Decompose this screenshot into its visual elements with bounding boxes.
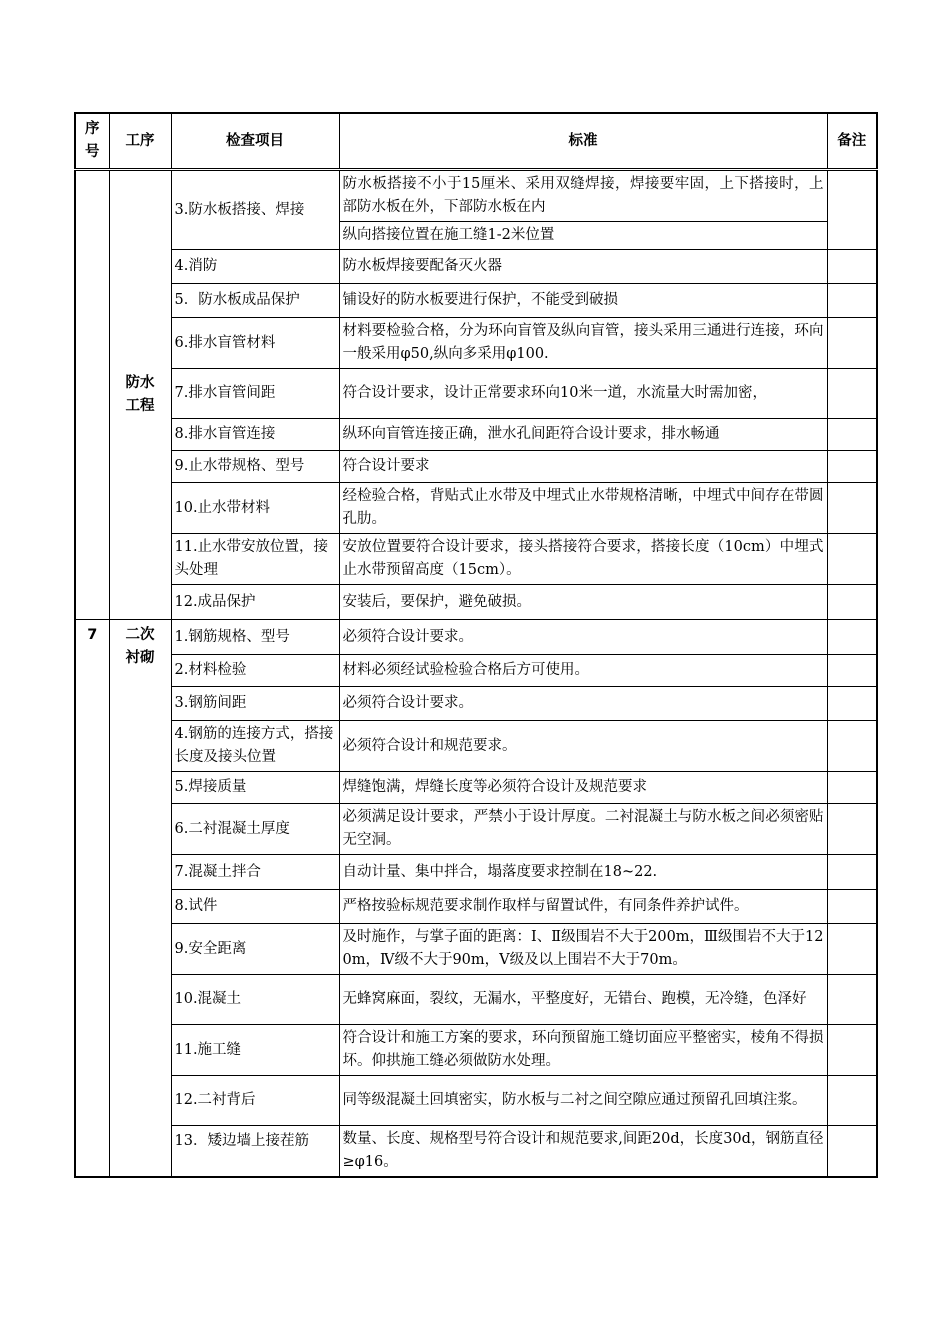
table-row [75,890,877,924]
check-item: 6.排水盲管材料 [171,318,339,369]
remark-cell [827,369,877,419]
table-row [75,483,877,534]
check-item: 1.钢筋规格、型号 [171,620,339,655]
remark-cell [827,890,877,924]
section-process: 二次衬砌 [109,620,171,1178]
check-item: 13．矮边墙上接茬筋 [171,1126,339,1178]
standard-text: 及时施作，与掌子面的距离：Ⅰ、Ⅱ级围岩不大于200m，Ⅲ级围岩不大于120m，Ⅳ级不大于90m，Ⅴ级及以上围岩不大于70m。 [339,924,827,975]
remark-cell [827,451,877,483]
standard-text: 安放位置要符合设计要求，接头搭接符合要求，搭接长度（10cm）中埋式止水带预留高度（15cm）。 [339,534,827,585]
remark-cell [827,721,877,772]
standard-text: 防水板搭接不小于15厘米、采用双缝焊接，焊接要牢固，上下搭接时，上部防水板在外，下部防水板在内 [339,170,827,222]
remark-cell [827,284,877,318]
table-row [75,170,877,222]
table-row [75,1076,877,1126]
standard-text: 必须符合设计要求。 [339,687,827,721]
check-item: 3.防水板搭接、焊接 [171,170,339,250]
remark-cell [827,483,877,534]
table-row [75,250,877,284]
table-row [75,804,877,855]
remark-cell [827,804,877,855]
table-row [75,1025,877,1076]
header-standard: 标准 [339,113,827,170]
standard-text: 防水板焊接要配备灭火器 [339,250,827,284]
check-item: 12.二衬背后 [171,1076,339,1126]
remark-cell [827,1076,877,1126]
check-item: 8.排水盲管连接 [171,419,339,451]
check-item: 4.钢筋的连接方式，搭接长度及接头位置 [171,721,339,772]
check-item: 12.成品保护 [171,585,339,620]
check-item: 10.止水带材料 [171,483,339,534]
check-item: 11.止水带安放位置，接头处理 [171,534,339,585]
table-row [75,585,877,620]
remark-cell [827,924,877,975]
standard-text: 无蜂窝麻面，裂纹，无漏水，平整度好，无错台、跑模，无冷缝，色泽好 [339,975,827,1025]
standard-text: 纵环向盲管连接正确，泄水孔间距符合设计要求，排水畅通 [339,419,827,451]
check-item: 2.材料检验 [171,655,339,687]
standard-text: 符合设计要求，设计正常要求环向10米一道，水流量大时需加密， [339,369,827,419]
standard-text: 必须符合设计和规范要求。 [339,721,827,772]
standard-text: 安装后，要保护，避免破损。 [339,585,827,620]
table-row [75,655,877,687]
remark-cell [827,620,877,655]
remark-cell [827,1126,877,1178]
table-row [75,318,877,369]
standard-text: 经检验合格，背贴式止水带及中埋式止水带规格清晰，中埋式中间存在带圆孔肋。 [339,483,827,534]
section-seq: 7 [75,620,109,1178]
remark-cell [827,1025,877,1076]
standard-text: 同等级混凝土回填密实，防水板与二衬之间空隙应通过预留孔回填注浆。 [339,1076,827,1126]
remark-cell [827,855,877,890]
check-item: 9.安全距离 [171,924,339,975]
table-row [75,924,877,975]
table-row [75,369,877,419]
standard-text: 纵向搭接位置在施工缝1-2米位置 [339,222,827,250]
table-row [75,772,877,804]
check-item: 7.排水盲管间距 [171,369,339,419]
remark-cell [827,687,877,721]
standard-text: 数量、长度、规格型号符合设计和规范要求,间距20d，长度30d，钢筋直径≥φ16。 [339,1126,827,1178]
table-row [75,284,877,318]
remark-cell [827,585,877,620]
check-item: 8.试件 [171,890,339,924]
section-seq [75,170,109,620]
check-item: 6.二衬混凝土厚度 [171,804,339,855]
table-row [75,855,877,890]
table-row [75,534,877,585]
check-item: 7.混凝土拌合 [171,855,339,890]
header-process: 工序 [109,113,171,170]
remark-cell [827,975,877,1025]
inspection-table [74,112,878,1178]
table-row [75,721,877,772]
standard-text: 材料要检验合格，分为环向盲管及纵向盲管，接头采用三通进行连接，环向一般采用φ50,纵向多采用φ100. [339,318,827,369]
remark-cell [827,534,877,585]
header-remark: 备注 [827,113,877,170]
standard-text: 符合设计和施工方案的要求，环向预留施工缝切面应平整密实，棱角不得损坏。仰拱施工缝必须做防水处理。 [339,1025,827,1076]
table-body [75,170,877,1178]
remark-cell [827,170,877,250]
check-item: 4.消防 [171,250,339,284]
standard-text: 必须符合设计要求。 [339,620,827,655]
table-row [75,975,877,1025]
remark-cell [827,318,877,369]
check-item: 5.焊接质量 [171,772,339,804]
remark-cell [827,772,877,804]
check-item: 11.施工缝 [171,1025,339,1076]
section-process: 防水工程 [109,170,171,620]
standard-text: 严格按验标规范要求制作取样与留置试件，有同条件养护试件。 [339,890,827,924]
standard-text: 铺设好的防水板要进行保护，不能受到破损 [339,284,827,318]
remark-cell [827,250,877,284]
check-item: 5．防水板成品保护 [171,284,339,318]
standard-text: 自动计量、集中拌合，塌落度要求控制在18~22. [339,855,827,890]
table-row [75,451,877,483]
header-item: 检查项目 [171,113,339,170]
remark-cell [827,419,877,451]
table-row [75,1126,877,1178]
standard-text: 符合设计要求 [339,451,827,483]
check-item: 3.钢筋间距 [171,687,339,721]
standard-text: 材料必须经试验检验合格后方可使用。 [339,655,827,687]
remark-cell [827,655,877,687]
header-seq: 序号 [75,113,109,170]
standard-text: 焊缝饱满，焊缝长度等必须符合设计及规范要求 [339,772,827,804]
table-row [75,620,877,655]
check-item: 9.止水带规格、型号 [171,451,339,483]
table-row [75,419,877,451]
check-item: 10.混凝土 [171,975,339,1025]
table-row [75,687,877,721]
table-header [75,113,877,170]
standard-text: 必须满足设计要求，严禁小于设计厚度。二衬混凝土与防水板之间必须密贴无空洞。 [339,804,827,855]
